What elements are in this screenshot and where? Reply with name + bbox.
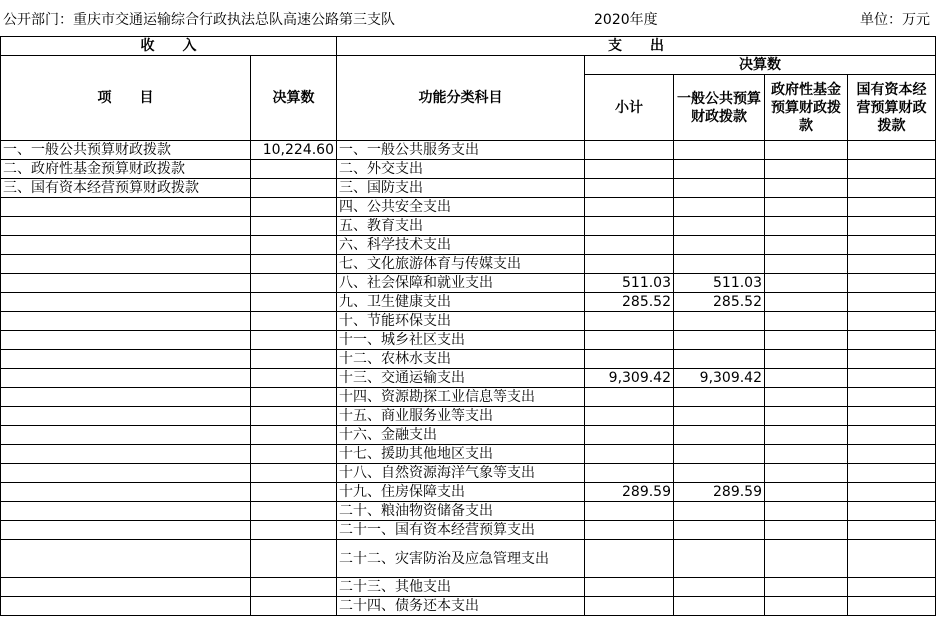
general-budget-cell: 9,309.42: [674, 369, 765, 388]
income-amount-cell: [251, 578, 337, 597]
income-item-cell: [1, 255, 251, 274]
income-amount-cell: [251, 597, 337, 616]
subtotal-cell: [585, 521, 674, 540]
income-item-cell: [1, 578, 251, 597]
table-row: [1, 293, 936, 312]
income-amount-cell: [251, 274, 337, 293]
gov-fund-cell: [765, 217, 848, 236]
income-item-cell: [1, 407, 251, 426]
subtotal-cell: 9,309.42: [585, 369, 674, 388]
income-amount-cell: [251, 312, 337, 331]
general-budget-cell: [674, 331, 765, 350]
function-category-cell: 十七、援助其他地区支出: [337, 445, 585, 464]
gov-fund-cell: [765, 141, 848, 160]
state-capital-cell: [848, 407, 936, 426]
state-capital-cell: [848, 141, 936, 160]
table-row: [1, 217, 936, 236]
function-category-cell: 十四、资源勘探工业信息等支出: [337, 388, 585, 407]
income-item-cell: [1, 483, 251, 502]
income-item-cell: [1, 236, 251, 255]
gov-fund-cell: [765, 578, 848, 597]
income-amount-cell: [251, 179, 337, 198]
table-row: [1, 388, 936, 407]
subtotal-cell: 289.59: [585, 483, 674, 502]
gov-fund-cell: [765, 483, 848, 502]
function-category-cell: 三、国防支出: [337, 179, 585, 198]
state-capital-cell: [848, 578, 936, 597]
table-row: [1, 331, 936, 350]
subtotal-cell: [585, 388, 674, 407]
table-row: [1, 597, 936, 616]
subtotal-cell: [585, 445, 674, 464]
expense-group-header: 支 出: [337, 37, 936, 56]
income-item-cell: [1, 369, 251, 388]
general-budget-cell: [674, 198, 765, 217]
table-row: [1, 369, 936, 388]
year-label: 2020年度: [594, 12, 658, 28]
gov-fund-cell: [765, 160, 848, 179]
subtotal-cell: [585, 597, 674, 616]
income-amount-cell: [251, 369, 337, 388]
general-budget-cell: [674, 388, 765, 407]
general-budget-cell: [674, 464, 765, 483]
col-state-capital-header: 国有资本经营预算财政拨款: [848, 75, 936, 141]
function-category-cell: 二十一、国有资本经营预算支出: [337, 521, 585, 540]
income-amount-cell: [251, 255, 337, 274]
income-amount-cell: [251, 198, 337, 217]
general-budget-cell: [674, 255, 765, 274]
col-final-group-header: 决算数: [585, 56, 936, 75]
income-item-cell: [1, 426, 251, 445]
function-category-cell: 二、外交支出: [337, 160, 585, 179]
income-amount-cell: [251, 350, 337, 369]
table-row: [1, 407, 936, 426]
table-row: [1, 141, 936, 160]
income-amount-cell: [251, 521, 337, 540]
state-capital-cell: [848, 502, 936, 521]
subtotal-cell: [585, 236, 674, 255]
subtotal-cell: [585, 312, 674, 331]
state-capital-cell: [848, 540, 936, 578]
function-category-cell: 十、节能环保支出: [337, 312, 585, 331]
gov-fund-cell: [765, 331, 848, 350]
subtotal-cell: [585, 502, 674, 521]
col-item-header: 项 目: [1, 56, 251, 141]
gov-fund-cell: [765, 369, 848, 388]
income-item-cell: [1, 198, 251, 217]
gov-fund-cell: [765, 540, 848, 578]
gov-fund-cell: [765, 426, 848, 445]
income-item-cell: [1, 597, 251, 616]
income-item-cell: [1, 445, 251, 464]
subtotal-cell: [585, 331, 674, 350]
table-row: [1, 483, 936, 502]
state-capital-cell: [848, 331, 936, 350]
col-gov-fund-header: 政府性基金预算财政拨款: [765, 75, 848, 141]
general-budget-cell: [674, 521, 765, 540]
income-amount-cell: [251, 540, 337, 578]
gov-fund-cell: [765, 179, 848, 198]
income-item-cell: [1, 388, 251, 407]
subtotal-cell: [585, 217, 674, 236]
subtotal-cell: [585, 426, 674, 445]
table-row: [1, 350, 936, 369]
state-capital-cell: [848, 388, 936, 407]
gov-fund-cell: [765, 312, 848, 331]
income-amount-cell: [251, 331, 337, 350]
subtotal-cell: [585, 350, 674, 369]
col-subtotal-header: 小计: [585, 75, 674, 141]
table-row: [1, 160, 936, 179]
income-amount-cell: [251, 483, 337, 502]
col-function-header: 功能分类科目: [337, 56, 585, 141]
income-amount-cell: 10,224.60: [251, 141, 337, 160]
gov-fund-cell: [765, 445, 848, 464]
function-category-cell: 二十四、债务还本支出: [337, 597, 585, 616]
state-capital-cell: [848, 217, 936, 236]
function-category-cell: 十六、金融支出: [337, 426, 585, 445]
state-capital-cell: [848, 293, 936, 312]
income-item-cell: [1, 274, 251, 293]
report-header: [0, 0, 936, 36]
gov-fund-cell: [765, 255, 848, 274]
subtotal-cell: [585, 198, 674, 217]
income-amount-cell: [251, 464, 337, 483]
table-row: [1, 236, 936, 255]
general-budget-cell: [674, 312, 765, 331]
income-amount-cell: [251, 445, 337, 464]
function-category-cell: 十一、城乡社区支出: [337, 331, 585, 350]
gov-fund-cell: [765, 502, 848, 521]
general-budget-cell: [674, 445, 765, 464]
function-category-cell: 十二、农林水支出: [337, 350, 585, 369]
function-category-cell: 七、文化旅游体育与传媒支出: [337, 255, 585, 274]
table-row: [1, 445, 936, 464]
table-row: [1, 521, 936, 540]
subtotal-cell: [585, 255, 674, 274]
col-final-header: 决算数: [251, 56, 337, 141]
gov-fund-cell: [765, 198, 848, 217]
state-capital-cell: [848, 198, 936, 217]
department-label: 公开部门：重庆市交通运输综合行政执法总队高速公路第三支队: [3, 12, 395, 28]
income-item-cell: 二、政府性基金预算财政拨款: [1, 160, 251, 179]
function-category-cell: 十三、交通运输支出: [337, 369, 585, 388]
table-row: [1, 464, 936, 483]
state-capital-cell: [848, 179, 936, 198]
table-row: [1, 274, 936, 293]
state-capital-cell: [848, 464, 936, 483]
function-category-cell: 一、一般公共服务支出: [337, 141, 585, 160]
gov-fund-cell: [765, 236, 848, 255]
general-budget-cell: 511.03: [674, 274, 765, 293]
general-budget-cell: [674, 502, 765, 521]
income-amount-cell: [251, 293, 337, 312]
state-capital-cell: [848, 312, 936, 331]
state-capital-cell: [848, 521, 936, 540]
general-budget-cell: [674, 217, 765, 236]
subtotal-cell: [585, 540, 674, 578]
subtotal-cell: [585, 407, 674, 426]
table-row: [1, 578, 936, 597]
table-row: [1, 312, 936, 331]
income-item-cell: [1, 331, 251, 350]
col-general-header: 一般公共预算财政拨款: [674, 75, 765, 141]
general-budget-cell: [674, 350, 765, 369]
general-budget-cell: [674, 160, 765, 179]
income-amount-cell: [251, 388, 337, 407]
gov-fund-cell: [765, 521, 848, 540]
subtotal-cell: 511.03: [585, 274, 674, 293]
function-category-cell: 五、教育支出: [337, 217, 585, 236]
gov-fund-cell: [765, 293, 848, 312]
state-capital-cell: [848, 160, 936, 179]
general-budget-cell: [674, 540, 765, 578]
income-item-cell: [1, 540, 251, 578]
function-category-cell: 十八、自然资源海洋气象等支出: [337, 464, 585, 483]
table-row: [1, 540, 936, 578]
table-row: [1, 502, 936, 521]
general-budget-cell: 285.52: [674, 293, 765, 312]
table-row: [1, 198, 936, 217]
budget-table: [0, 36, 936, 616]
state-capital-cell: [848, 426, 936, 445]
income-item-cell: [1, 502, 251, 521]
general-budget-cell: [674, 426, 765, 445]
income-item-cell: [1, 293, 251, 312]
income-amount-cell: [251, 502, 337, 521]
unit-label: 单位：万元: [860, 12, 930, 28]
function-category-cell: 二十、粮油物资储备支出: [337, 502, 585, 521]
function-category-cell: 九、卫生健康支出: [337, 293, 585, 312]
income-item-cell: [1, 312, 251, 331]
table-row: [1, 255, 936, 274]
gov-fund-cell: [765, 597, 848, 616]
general-budget-cell: [674, 141, 765, 160]
income-amount-cell: [251, 217, 337, 236]
subtotal-cell: [585, 160, 674, 179]
general-budget-cell: 289.59: [674, 483, 765, 502]
income-item-cell: 三、国有资本经营预算财政拨款: [1, 179, 251, 198]
function-category-cell: 八、社会保障和就业支出: [337, 274, 585, 293]
income-amount-cell: [251, 426, 337, 445]
state-capital-cell: [848, 445, 936, 464]
income-amount-cell: [251, 160, 337, 179]
income-item-cell: [1, 521, 251, 540]
function-category-cell: 十五、商业服务业等支出: [337, 407, 585, 426]
function-category-cell: 二十二、灾害防治及应急管理支出: [337, 540, 585, 578]
subtotal-cell: [585, 464, 674, 483]
subtotal-cell: [585, 578, 674, 597]
gov-fund-cell: [765, 388, 848, 407]
gov-fund-cell: [765, 350, 848, 369]
general-budget-cell: [674, 597, 765, 616]
income-item-cell: [1, 464, 251, 483]
state-capital-cell: [848, 483, 936, 502]
general-budget-cell: [674, 236, 765, 255]
general-budget-cell: [674, 179, 765, 198]
function-category-cell: 十九、住房保障支出: [337, 483, 585, 502]
table-row: [1, 426, 936, 445]
table-row: [1, 179, 936, 198]
general-budget-cell: [674, 578, 765, 597]
gov-fund-cell: [765, 407, 848, 426]
subtotal-cell: [585, 179, 674, 198]
subtotal-cell: 285.52: [585, 293, 674, 312]
state-capital-cell: [848, 597, 936, 616]
general-budget-cell: [674, 407, 765, 426]
state-capital-cell: [848, 236, 936, 255]
state-capital-cell: [848, 369, 936, 388]
function-category-cell: 四、公共安全支出: [337, 198, 585, 217]
income-amount-cell: [251, 407, 337, 426]
income-item-cell: 一、一般公共预算财政拨款: [1, 141, 251, 160]
gov-fund-cell: [765, 464, 848, 483]
state-capital-cell: [848, 350, 936, 369]
function-category-cell: 二十三、其他支出: [337, 578, 585, 597]
state-capital-cell: [848, 274, 936, 293]
function-category-cell: 六、科学技术支出: [337, 236, 585, 255]
income-amount-cell: [251, 236, 337, 255]
subtotal-cell: [585, 141, 674, 160]
gov-fund-cell: [765, 274, 848, 293]
income-item-cell: [1, 350, 251, 369]
income-item-cell: [1, 217, 251, 236]
state-capital-cell: [848, 255, 936, 274]
income-group-header: 收 入: [1, 37, 337, 56]
